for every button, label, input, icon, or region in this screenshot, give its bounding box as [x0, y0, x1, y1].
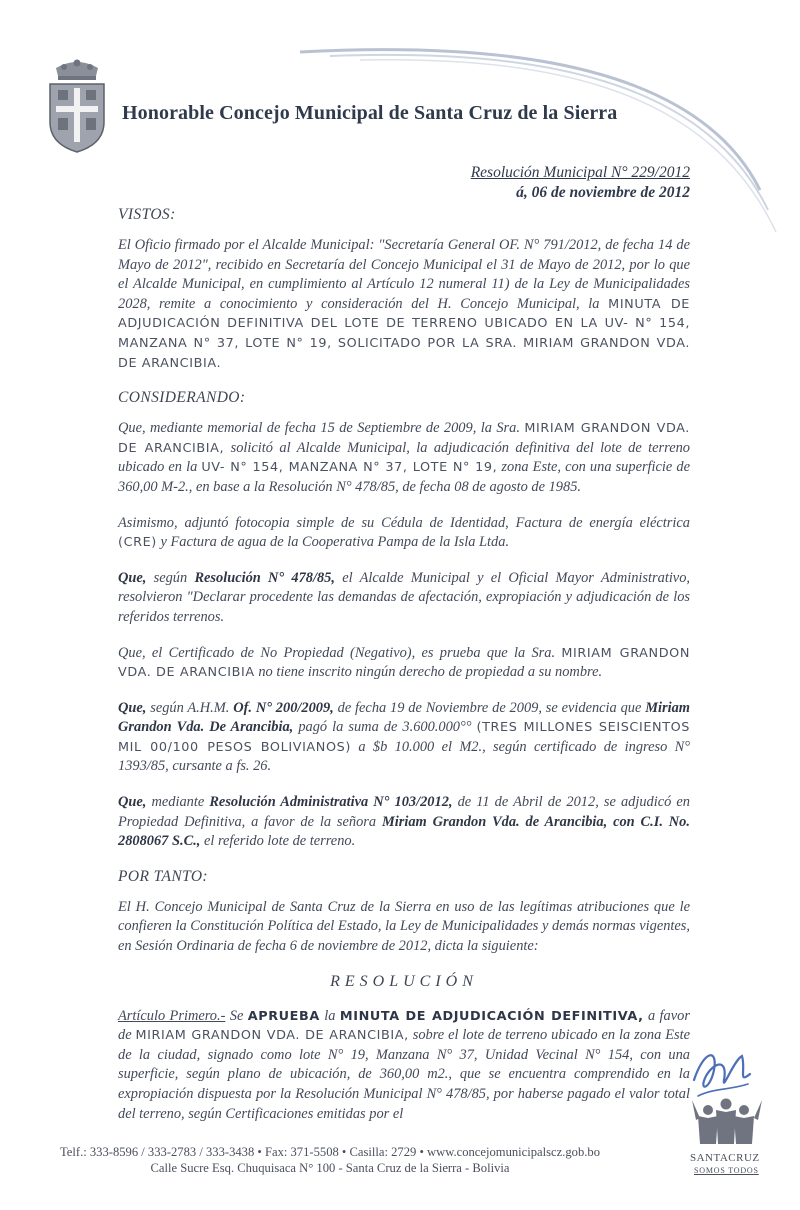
text-span: el referido lote de terreno.: [203, 833, 356, 850]
text-span: y Factura de agua de la Cooperativa Pampa de la Isla Ltda.: [160, 534, 510, 551]
bold-span: Que,: [118, 569, 147, 586]
text-span: solicitó al Alcalde Municipal, la adjudicación definitiva del lote de terreno ubicado en la: [118, 439, 690, 476]
logo-tagline: SOMOS TODOS: [694, 1166, 759, 1175]
considerando-paragraph-6: [118, 793, 690, 852]
text-span: a favor de: [118, 1007, 690, 1044]
caps-span: MIRIAM GRANDON VDA. DE ARANCIBIA: [118, 645, 690, 681]
footer-address: Calle Sucre Esq. Chuquisaca N° 100 - Santa Cruz de la Sierra - Bolivia: [150, 1161, 510, 1175]
caps-span: (TRES MILLONES SEISCIENTOS MIL 00/100 PESOS BOLIVIANOS): [118, 720, 691, 755]
bold-span: Que,: [118, 794, 147, 811]
bold-span: Miriam Grandon Vda. De Arancibia,: [118, 699, 690, 736]
text-span: Que, mediante memorial de fecha 15 de Septiembre de 2009, la Sra.: [118, 420, 520, 437]
text-span: de 11 de Abril de 2012, se adjudicó en Propiedad Definitiva, a favor de la señora: [118, 794, 690, 830]
text-span: a $b 10.000 el M2., según certificado de ingreso N° 1393/85, cursante a fs. 26.: [118, 738, 690, 775]
text-span: según A.H.M.: [150, 699, 230, 716]
considerando-heading: CONSIDERANDO:: [118, 389, 246, 407]
vistos-heading: VISTOS:: [118, 206, 176, 223]
bold-span: Que,: [118, 699, 147, 716]
vistos-text: El Oficio firmado por el Alcalde Municipal: "Secretaría General OF. N° 791/2012, de fecha 14 de Mayo de 2012", recibido en Secretaría del Concejo Municipal el 31 de Mayo de 2012, por lo que el Alcalde Municipal, en cumplimiento al Artículo 12 numeral 11) de la Ley de Municipalidades 2028, remite a conocimiento y consideración del H. Concejo Municipal, la: [118, 237, 690, 312]
considerando-paragraph-2: [118, 514, 690, 553]
text-span: Se: [229, 1007, 244, 1024]
caps-span: UV- N° 154, MANZANA N° 37, LOTE N° 19,: [201, 460, 498, 476]
caps-span: MIRIAM GRANDON VDA. DE ARANCIBIA,: [118, 421, 690, 456]
bold-span: Resolución N° 478/85,: [194, 569, 335, 586]
vistos-caps: MINUTA DE ADJUDICACIÓN DEFINITIVA DEL LOTE DE TERRENO UBICADO EN LA UV- N° 154, MANZANA N° 37, LOTE N° 19, SOLICITADO POR LA SRA. MIRIAM GRANDON VDA. DE ARANCIBIA.: [118, 296, 690, 371]
caps-span: MIRIAM GRANDON VDA. DE ARANCIBIA,: [135, 1028, 409, 1044]
article-label: Artículo Primero.-: [118, 1007, 226, 1024]
text-span: mediante: [151, 794, 205, 811]
bold-span: Of. N° 200/2009,: [233, 699, 334, 716]
text-span: según: [153, 569, 188, 586]
text-span: sobre el lote de terreno ubicado en la zona Este de la ciudad, signado como lote N° 19, Manzana N° 37, Unidad Vecinal N° 154, con una superficie, según plano de ubicación, de 360,00 m2., que se encuentra comprendido en la expropiación dispuesta por la Resolución Municipal N° 478/85, por haberse pagado el valor total del terreno, según Certificaciones emitidas por el: [118, 1027, 690, 1122]
resolution-number: Resolución Municipal N° 229/2012: [470, 164, 690, 181]
caps-span: MINUTA DE ADJUDICACIÓN DEFINITIVA,: [339, 1008, 644, 1024]
considerando-paragraph-1: [118, 419, 690, 497]
resolucion-heading: RESOLUCIÓN: [330, 972, 478, 990]
text-span: la: [324, 1007, 336, 1024]
footer-contact: Telf.: 333-8596 / 333-2783 / 333-3438 • Fax: 371-5508 • Casilla: 2729 • www.concejomunicipalscz.gob.bo: [59, 1145, 601, 1159]
bold-span: Miriam Grandon Vda. de Arancibia, con C.I. No. 2808067 S.C.,: [118, 813, 690, 850]
portanto-heading: POR TANTO:: [118, 867, 208, 885]
article-first-paragraph: [118, 1007, 690, 1125]
resolution-date: á, 06 de noviembre de 2012: [516, 184, 690, 201]
city-coat-of-arms-icon: [46, 58, 108, 154]
considerando-paragraph-4: [118, 644, 690, 683]
bold-span: Resolución Administrativa N° 103/2012,: [209, 794, 453, 811]
caps-span: APRUEBA: [247, 1008, 320, 1024]
caps-span: (CRE): [118, 535, 157, 551]
document-body: [118, 206, 690, 1124]
text-span: el Alcalde Municipal y el Oficial Mayor Administrativo, resolvieron "Declarar procedente las demandas de afectación, expropiación y adjudicación de los referidos terrenos.: [118, 569, 690, 625]
text-span: pagó la suma de 3.600.000°°: [298, 719, 477, 736]
text-span: de fecha 19 de Noviembre de 2009, se evidencia que: [337, 699, 642, 716]
institution-title: Honorable Concejo Municipal de Santa Cruz de la Sierra: [122, 102, 618, 124]
text-span: Asimismo, adjuntó fotocopia simple de su Cédula de Identidad, Factura de energía eléctrica: [118, 514, 690, 531]
text-span: zona Este, con una superficie de 360,00 M-2., en base a la Resolución N° 478/85, de fecha 08 de agosto de 1985.: [118, 459, 690, 495]
text-span: no tiene inscrito ningún derecho de propiedad a su nombre.: [258, 664, 603, 681]
considerando-paragraph-3: [118, 569, 690, 628]
portanto-paragraph: El H. Concejo Municipal de Santa Cruz de la Sierra en uso de las legítimas atribuciones que le confieren la Constitución Política del Estado, la Ley de Municipalidades y demás normas vigentes, en Sesión Ordinaria de fecha 6 de noviembre de 2012, dicta la siguiente:: [118, 898, 690, 955]
considerando-paragraph-5: [118, 699, 690, 777]
logo-name: SANTACRUZ: [690, 1152, 760, 1164]
text-span: Que, el Certificado de No Propiedad (Negativo), es prueba que la Sra.: [118, 644, 556, 661]
vistos-paragraph: [118, 236, 690, 373]
resolution-header: [471, 164, 690, 202]
